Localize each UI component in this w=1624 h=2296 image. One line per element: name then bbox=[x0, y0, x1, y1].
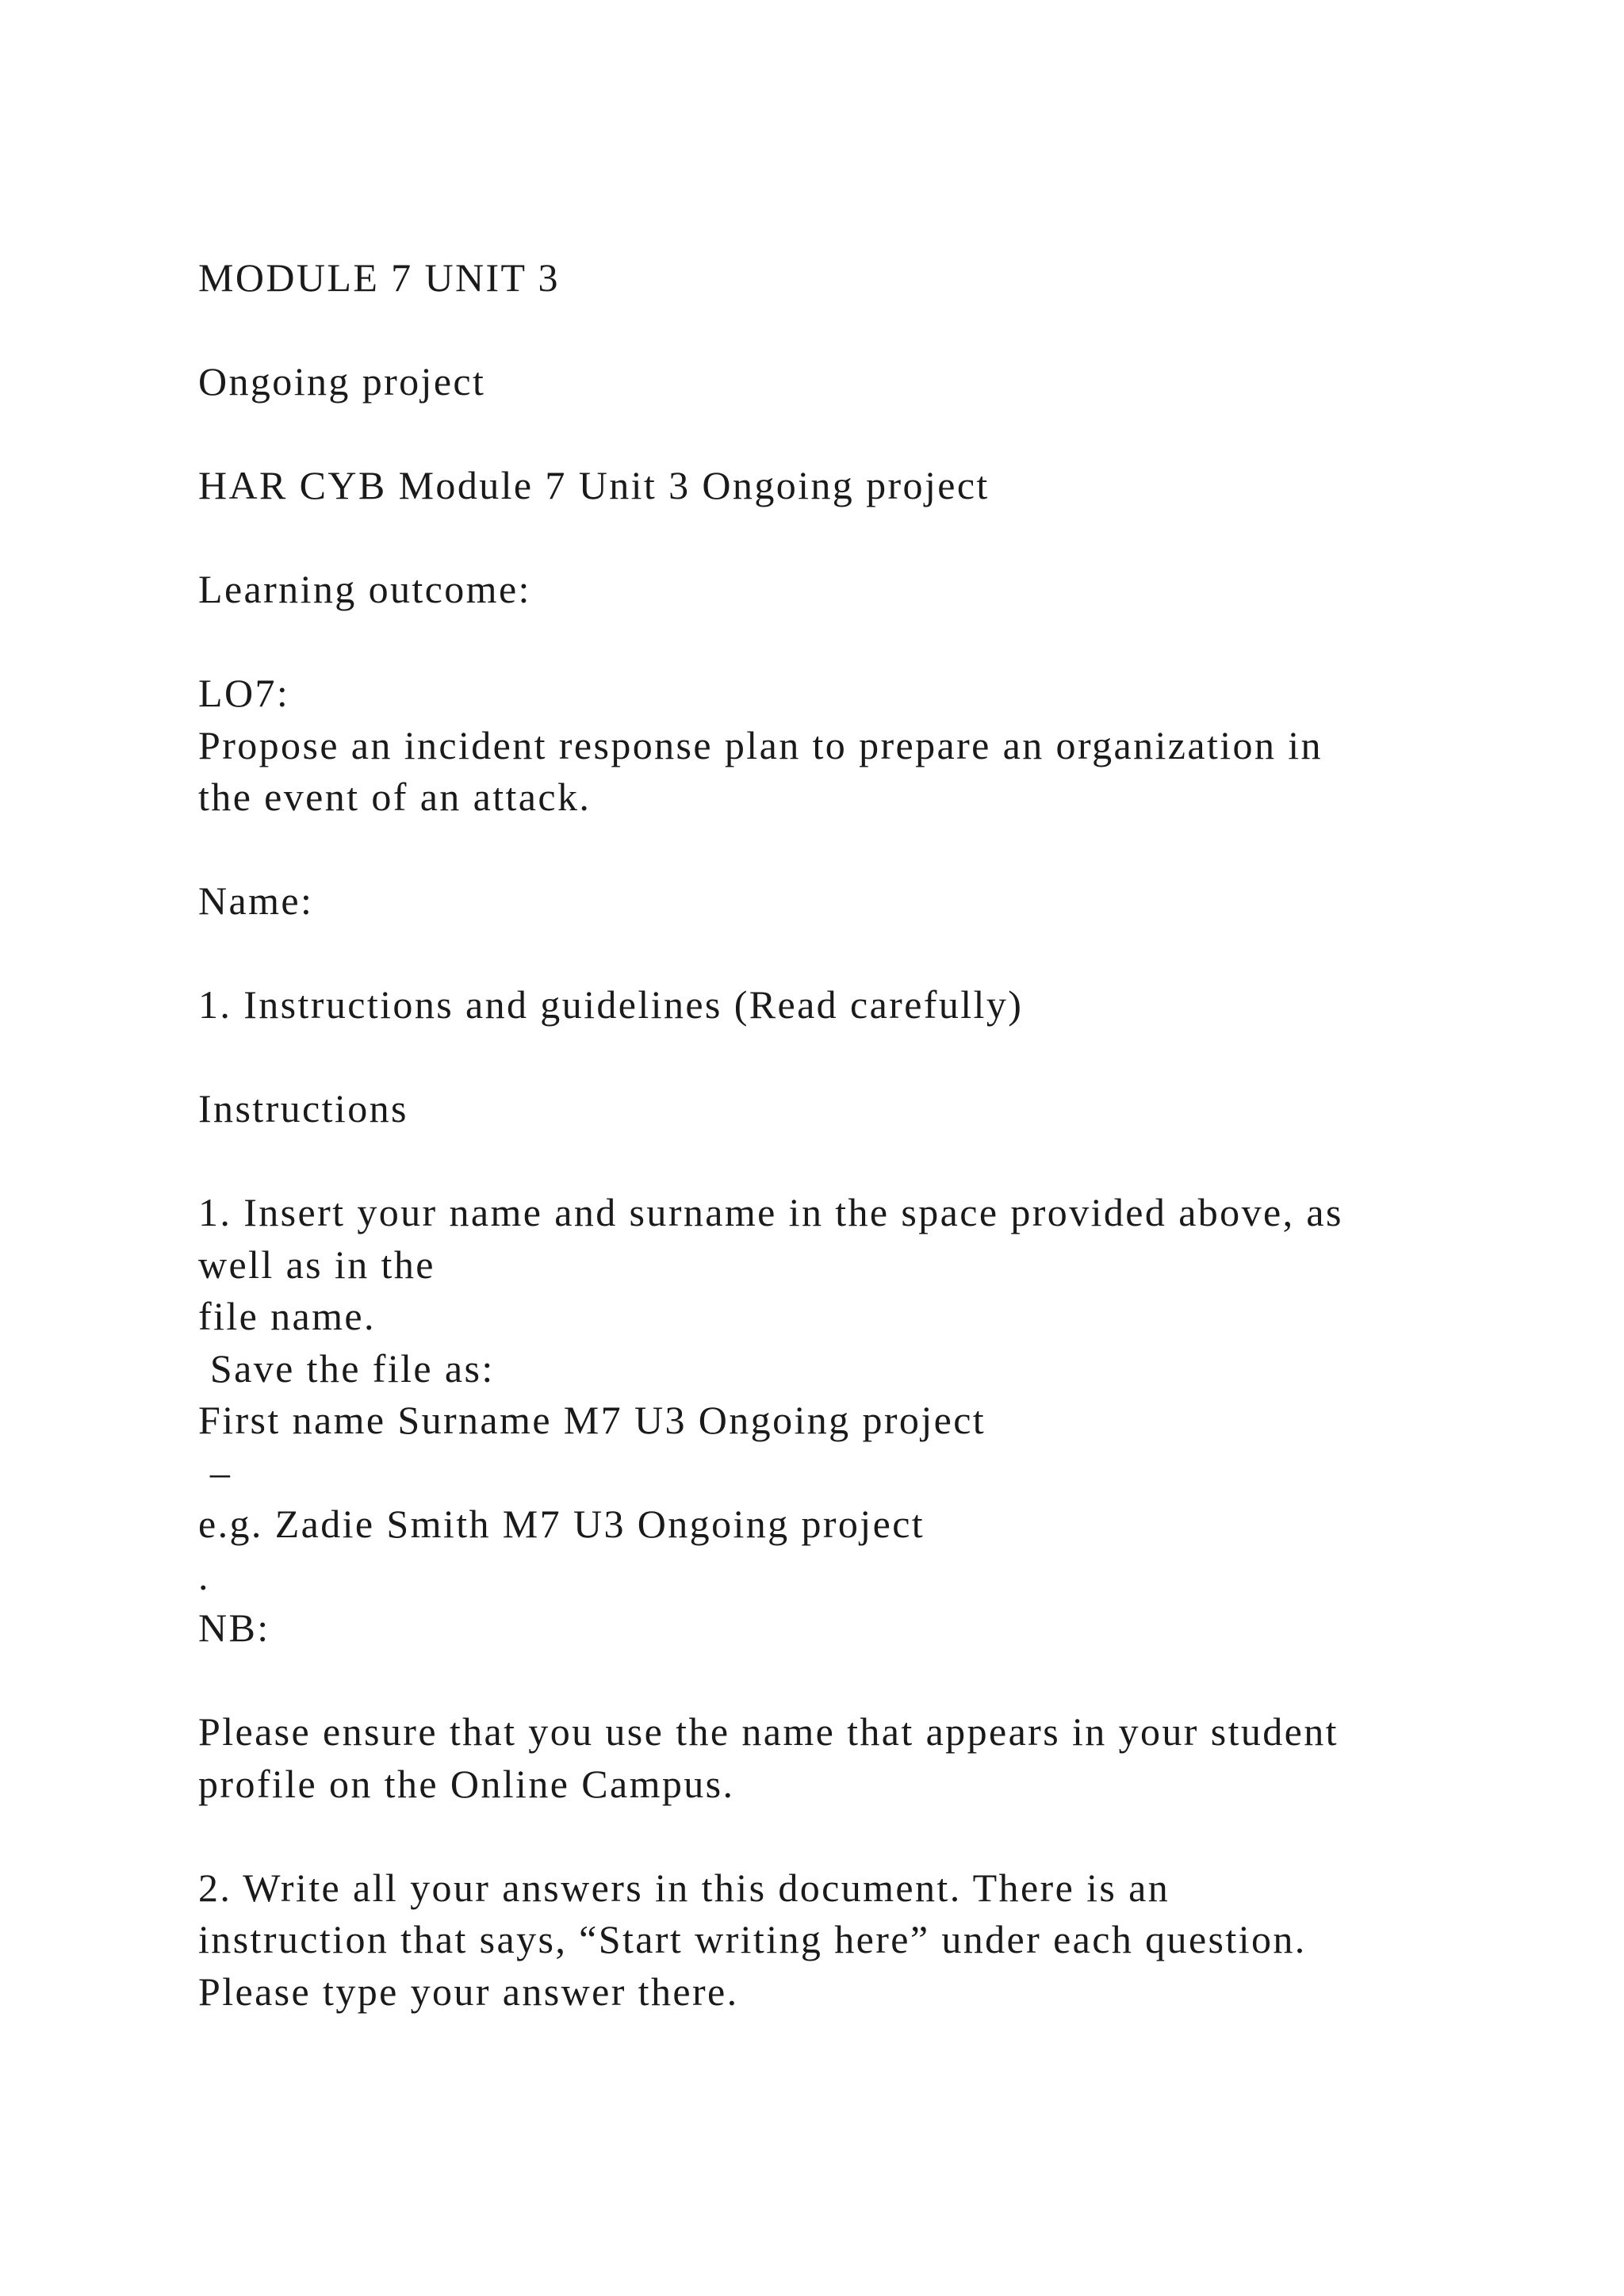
instruction-line: 1. Insert your name and surname in the space provided above, as bbox=[198, 1190, 1343, 1234]
instruction-line: Please type your answer there. bbox=[198, 1969, 739, 2014]
section-heading: 1. Instructions and guidelines (Read carefully) bbox=[198, 982, 1024, 1027]
instruction-line: First name Surname M7 U3 Ongoing project bbox=[198, 1398, 986, 1442]
blank-line bbox=[198, 304, 1499, 357]
blank-line bbox=[198, 616, 1499, 668]
blank-line bbox=[198, 928, 1499, 980]
document-subtitle: Ongoing project bbox=[198, 359, 486, 404]
instructions-heading: Instructions bbox=[198, 1086, 408, 1131]
blank-line bbox=[198, 824, 1499, 876]
instruction-line: Save the file as: bbox=[198, 1345, 495, 1391]
instruction-line: . bbox=[198, 1553, 210, 1598]
lo-label: LO7: bbox=[198, 671, 290, 715]
blank-line bbox=[198, 1810, 1499, 1862]
blank-line bbox=[198, 408, 1499, 461]
instruction-line: well as in the bbox=[198, 1242, 435, 1287]
nb-text-line: profile on the Online Campus. bbox=[198, 1761, 735, 1806]
instruction-line: instruction that says, “Start writing here” under each question. bbox=[198, 1917, 1307, 1961]
lo-text-line: Propose an incident response plan to prepare an organization in bbox=[198, 722, 1323, 767]
lo-text-line: the event of an attack. bbox=[198, 775, 592, 819]
module-title: MODULE 7 UNIT 3 bbox=[198, 255, 560, 300]
instruction-line: e.g. Zadie Smith M7 U3 Ongoing project bbox=[198, 1502, 925, 1546]
learning-outcome-label: Learning outcome: bbox=[198, 567, 531, 611]
document-body bbox=[198, 252, 1499, 2018]
nb-label: NB: bbox=[198, 1605, 270, 1650]
name-label: Name: bbox=[198, 878, 314, 923]
course-line: HAR CYB Module 7 Unit 3 Ongoing project bbox=[198, 463, 990, 507]
blank-line bbox=[198, 1655, 1499, 1707]
blank-line bbox=[198, 512, 1499, 564]
nb-text-line: Please ensure that you use the name that appears in your student bbox=[198, 1709, 1339, 1754]
instruction-line: – bbox=[198, 1449, 232, 1494]
instruction-line: 2. Write all your answers in this document. There is an bbox=[198, 1865, 1170, 1910]
blank-line bbox=[198, 1031, 1499, 1084]
blank-line bbox=[198, 1135, 1499, 1188]
instruction-line: file name. bbox=[198, 1294, 376, 1338]
